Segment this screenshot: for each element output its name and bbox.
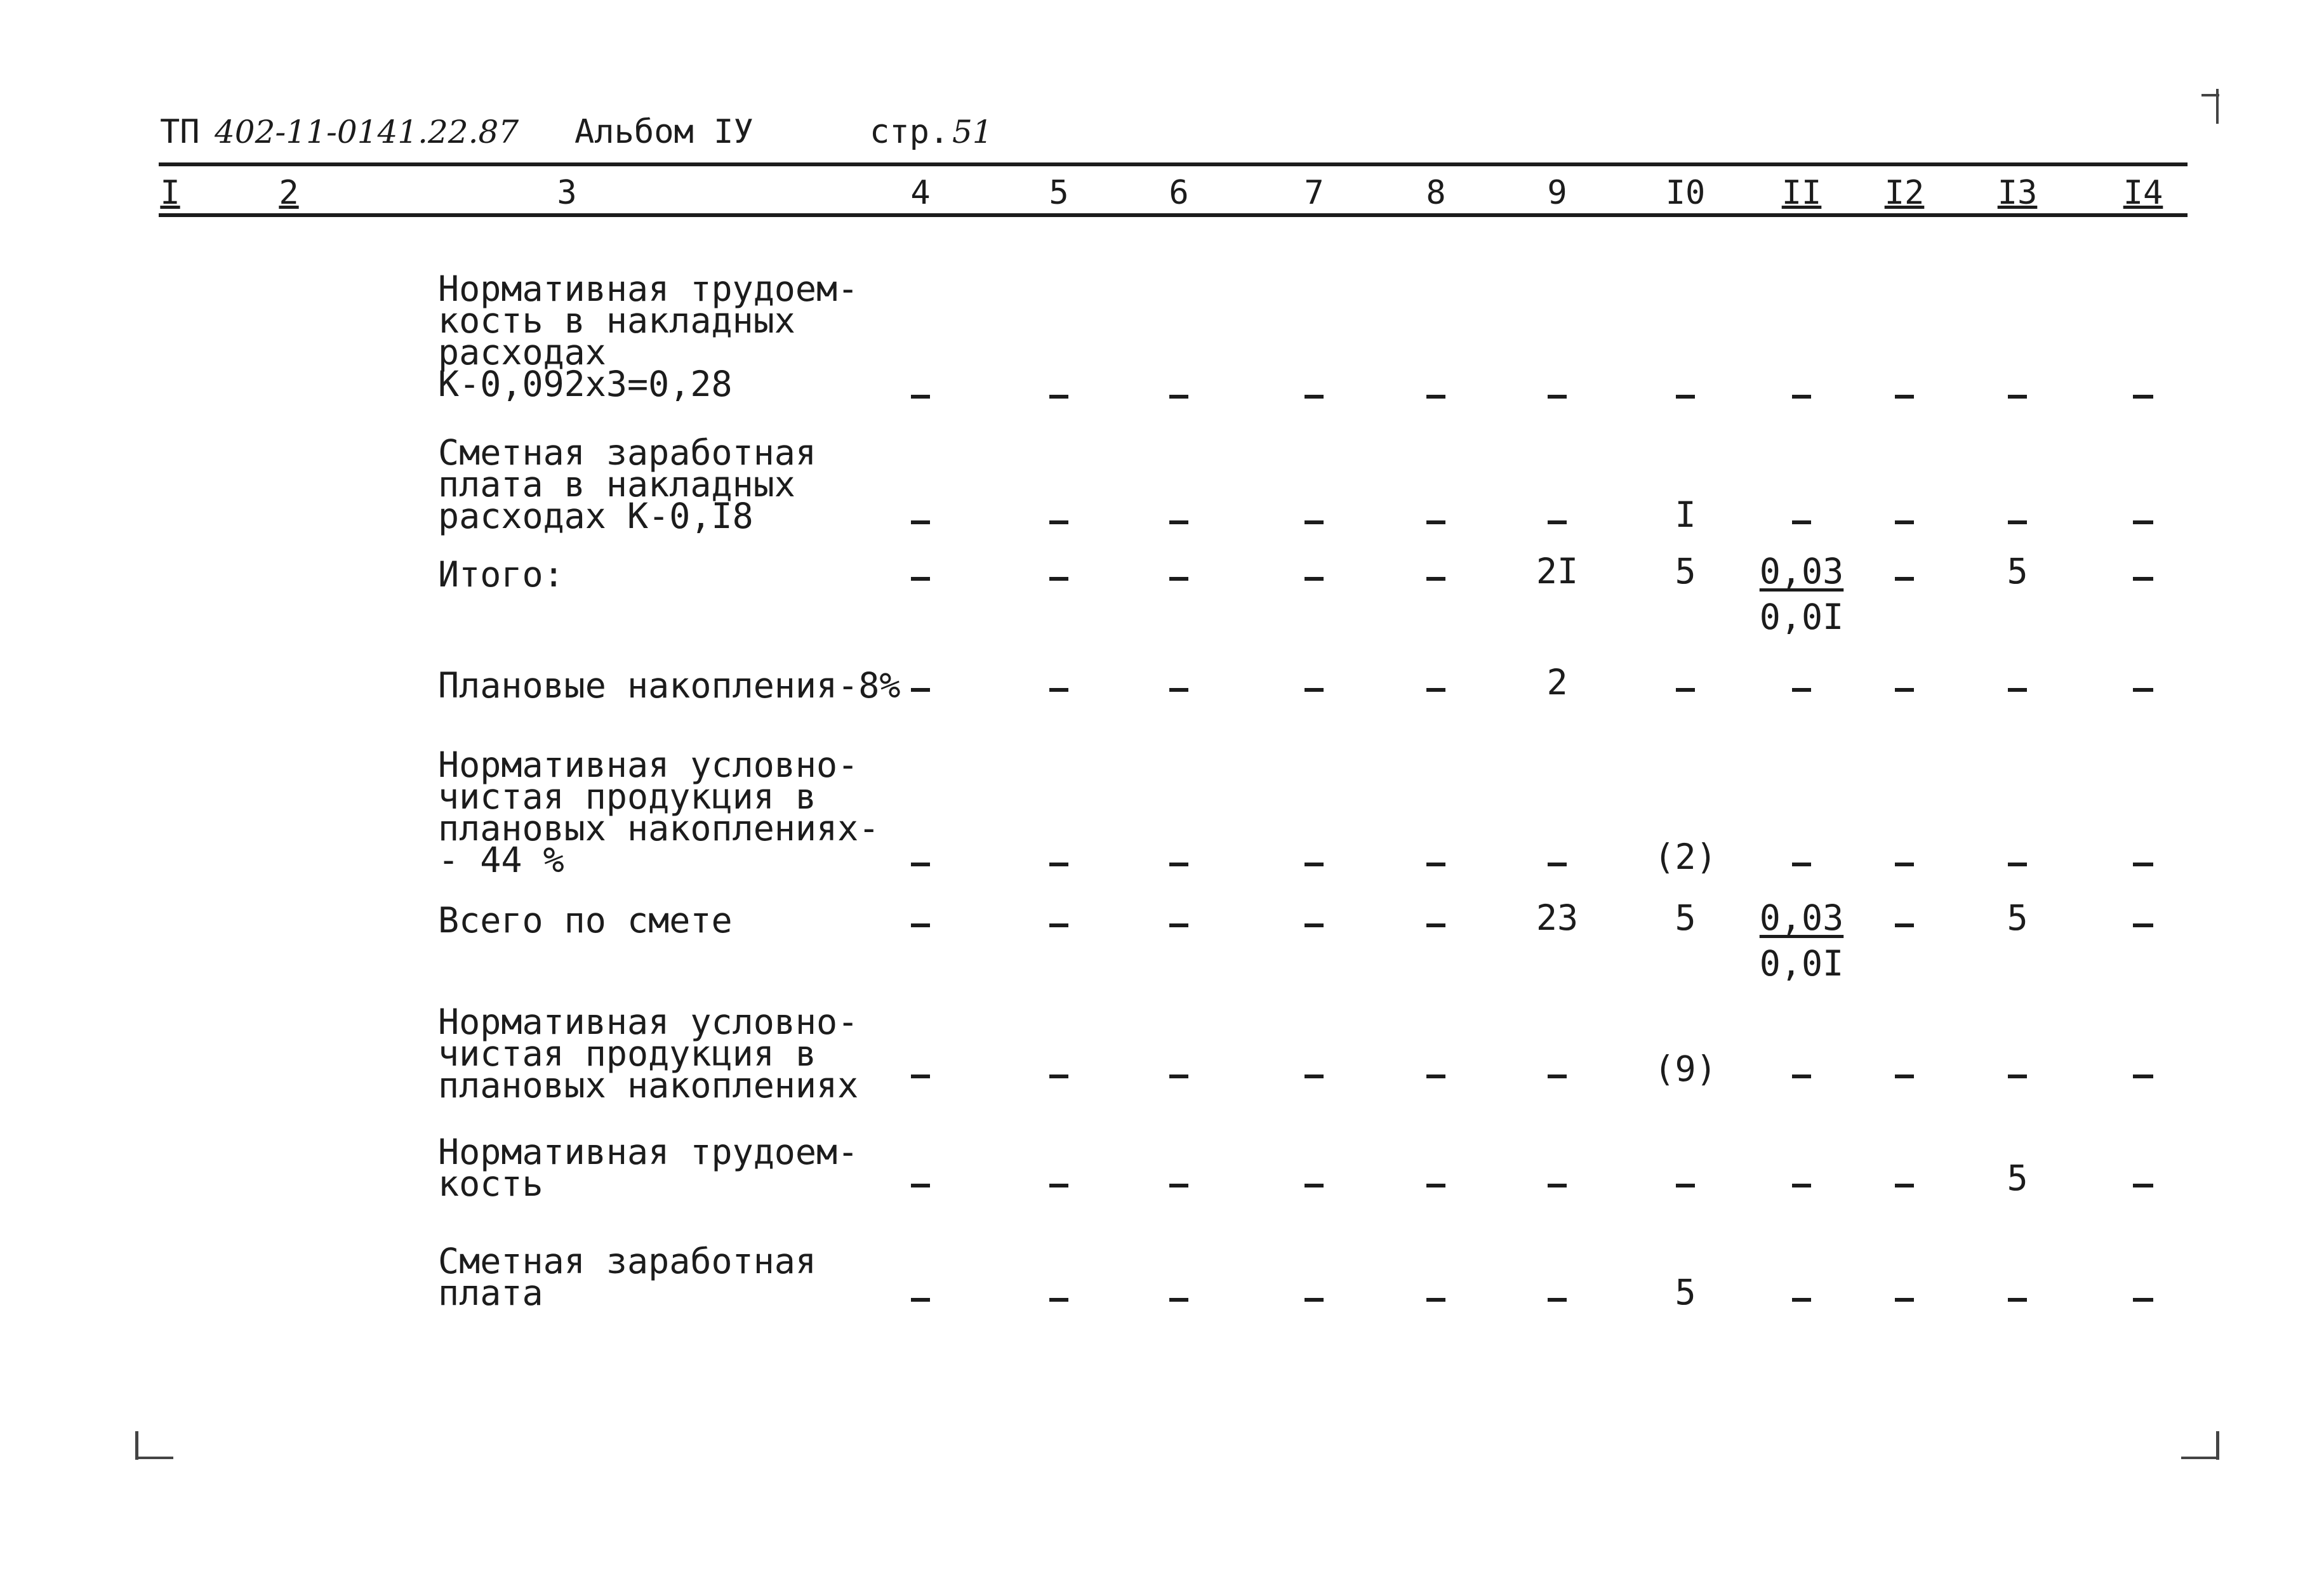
cell-dash (1895, 688, 1914, 692)
cell-value: 5 (2007, 897, 2028, 938)
cell-dash (1049, 1298, 1068, 1302)
cell-dash (1305, 863, 1324, 866)
column-number-1 (135, 173, 205, 213)
cell-dash (1548, 395, 1567, 399)
column-number-2 (254, 173, 324, 213)
cell-dash (1169, 520, 1188, 524)
corner-mark-bottom-left-h (135, 1457, 173, 1459)
cell-value: 5 (1675, 551, 1696, 592)
cell-value: 2 (1546, 662, 1568, 703)
row-label: Всего по смете (438, 900, 733, 941)
cell-dash (1169, 863, 1188, 866)
column-number-text: I4 (2123, 174, 2163, 212)
cell-value: 5 (1675, 1272, 1696, 1313)
column-number-text: 7 (1304, 174, 1324, 212)
cell-dash (1169, 1075, 1188, 1078)
cell-dash (1426, 577, 1445, 581)
cell-dash (1426, 1298, 1445, 1302)
corner-mark-top-right-h (2201, 94, 2219, 96)
cell-dash (2008, 1075, 2027, 1078)
row-label: Сметная заработная плата в накладных расходах К-0,I8 (438, 432, 817, 536)
column-number-text: 6 (1169, 174, 1189, 212)
cell-dash (2133, 863, 2153, 866)
cell-dash (1676, 688, 1695, 692)
cell-dash (911, 1184, 930, 1187)
cell-dash (1305, 520, 1324, 524)
cell-dash (1169, 577, 1188, 581)
cell-value-denominator: 0,0I (1759, 597, 1844, 637)
cell-dash (911, 863, 930, 866)
album-label: Альбом IУ (574, 113, 754, 151)
cell-value-denominator: 0,0I (1759, 943, 1844, 984)
corner-mark-bottom-right-h (2181, 1457, 2219, 1459)
cell-dash (1305, 923, 1324, 927)
cell-dash (2133, 923, 2153, 927)
column-number-13 (1982, 173, 2052, 213)
page-number: 51 (952, 114, 993, 150)
cell-dash (911, 520, 930, 524)
cell-dash (1548, 1298, 1567, 1302)
corner-mark-bottom-left (135, 1431, 138, 1460)
column-rule (159, 213, 2188, 217)
cell-value: I (1675, 494, 1696, 535)
cell-dash (1305, 395, 1324, 399)
cell-value: 5 (2007, 551, 2028, 592)
cell-value: 2I (1536, 551, 1579, 592)
cell-dash (2133, 520, 2153, 524)
series-code: ТП (160, 113, 200, 151)
cell-value: 5 (1675, 897, 1696, 938)
cell-dash (1676, 395, 1695, 399)
cell-dash (1792, 520, 1811, 524)
cell-dash (1169, 923, 1188, 927)
cell-dash (911, 1075, 930, 1078)
column-number-11 (1767, 173, 1836, 213)
header-rule (159, 162, 2188, 166)
column-number-text: I (160, 174, 180, 212)
cell-value-fraction: 0,03 (1759, 551, 1844, 592)
cell-dash (2133, 577, 2153, 581)
cell-dash (911, 395, 930, 399)
cell-dash (2133, 1075, 2153, 1078)
cell-dash (1895, 577, 1914, 581)
cell-dash (1895, 395, 1914, 399)
row-label: Сметная заработная плата (438, 1241, 817, 1313)
cell-dash (1426, 1075, 1445, 1078)
cell-dash (2133, 688, 2153, 692)
column-number-text: 8 (1426, 174, 1446, 212)
cell-dash (1548, 863, 1567, 866)
cell-dash (911, 923, 930, 927)
cell-dash (1049, 863, 1068, 866)
cell-dash (2008, 863, 2027, 866)
cell-dash (1426, 688, 1445, 692)
column-number-7 (1279, 173, 1349, 213)
cell-dash (1305, 577, 1324, 581)
cell-dash (1895, 520, 1914, 524)
cell-dash (1548, 1184, 1567, 1187)
cell-dash (1426, 863, 1445, 866)
cell-dash (1792, 1298, 1811, 1302)
row-label: Нормативная условно- чистая продукция в плановых накоплениях- - 44 % (438, 744, 880, 880)
cell-dash (1792, 1075, 1811, 1078)
column-number-9 (1522, 173, 1592, 213)
cell-value: (9) (1654, 1048, 1717, 1089)
cell-value: 5 (2007, 1158, 2028, 1198)
row-label: Итого: (438, 554, 564, 595)
column-number-10 (1650, 173, 1720, 213)
cell-dash (1426, 395, 1445, 399)
cell-dash (1049, 1075, 1068, 1078)
corner-mark-bottom-right (2216, 1431, 2219, 1460)
cell-dash (1792, 688, 1811, 692)
cell-dash (1169, 688, 1188, 692)
row-label: Нормативная трудоем- кость (438, 1132, 859, 1204)
cell-dash (1548, 1075, 1567, 1078)
cell-dash (911, 1298, 930, 1302)
cell-dash (1169, 1298, 1188, 1302)
cell-dash (911, 577, 930, 581)
cell-dash (1792, 863, 1811, 866)
column-number-text: II (1781, 174, 1822, 212)
column-number-text: I3 (1997, 174, 2038, 212)
cell-dash (1305, 688, 1324, 692)
cell-dash (1895, 1075, 1914, 1078)
cell-dash (2133, 395, 2153, 399)
column-number-text: I0 (1665, 174, 1706, 212)
cell-dash (1169, 395, 1188, 399)
cell-dash (1792, 1184, 1811, 1187)
cell-dash (2008, 1298, 2027, 1302)
cell-dash (911, 688, 930, 692)
cell-dash (1895, 1298, 1914, 1302)
row-label: Нормативная трудоем- кость в накладных расходах К-0,092х3=0,28 (438, 268, 859, 404)
row-label: Плановые накопления-8% (438, 665, 901, 706)
cell-dash (2008, 520, 2027, 524)
column-number-5 (1024, 173, 1094, 213)
cell-dash (1895, 1184, 1914, 1187)
column-number-8 (1401, 173, 1471, 213)
cell-dash (1305, 1184, 1324, 1187)
column-number-12 (1869, 173, 1939, 213)
cell-dash (2008, 688, 2027, 692)
cell-dash (2133, 1184, 2153, 1187)
column-number-text: 3 (557, 174, 577, 212)
cell-dash (1426, 923, 1445, 927)
project-number: 402-11-0141.22.87 (215, 114, 519, 150)
cell-value: 23 (1536, 897, 1579, 938)
column-number-text: 9 (1547, 174, 1567, 212)
cell-dash (1305, 1075, 1324, 1078)
column-number-text: 4 (910, 174, 931, 212)
cell-dash (2133, 1298, 2153, 1302)
cell-dash (1049, 688, 1068, 692)
cell-value-fraction: 0,03 (1759, 897, 1844, 938)
cell-dash (1548, 520, 1567, 524)
cell-dash (1676, 1184, 1695, 1187)
cell-dash (1169, 1184, 1188, 1187)
cell-dash (1895, 923, 1914, 927)
cell-dash (1049, 577, 1068, 581)
column-number-text: 2 (279, 174, 299, 212)
cell-dash (1305, 1298, 1324, 1302)
column-number-3 (532, 173, 602, 213)
column-number-6 (1144, 173, 1214, 213)
row-label: Нормативная условно- чистая продукция в плановых накоплениях (438, 1002, 859, 1106)
column-number-4 (886, 173, 955, 213)
cell-value: (2) (1654, 837, 1717, 877)
page-label: стр. (870, 113, 950, 151)
cell-dash (1049, 395, 1068, 399)
column-number-14 (2108, 173, 2178, 213)
cell-dash (2008, 395, 2027, 399)
cell-dash (1426, 520, 1445, 524)
cell-dash (1426, 1184, 1445, 1187)
cell-dash (1895, 863, 1914, 866)
column-number-text: 5 (1049, 174, 1069, 212)
column-number-text: I2 (1884, 174, 1925, 212)
cell-dash (1049, 923, 1068, 927)
cell-dash (1049, 1184, 1068, 1187)
cell-dash (1792, 395, 1811, 399)
cell-dash (1049, 520, 1068, 524)
